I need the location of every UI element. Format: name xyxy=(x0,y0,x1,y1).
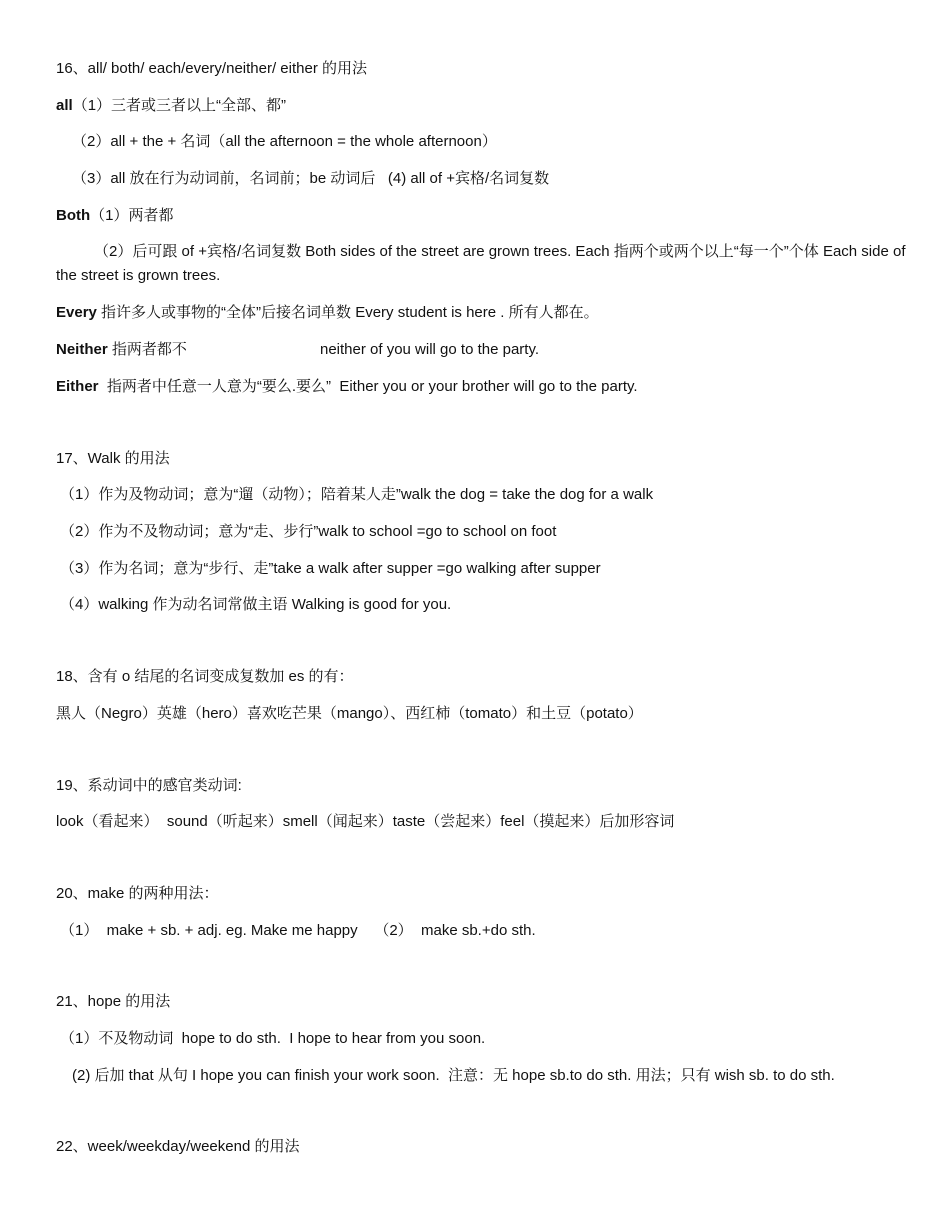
section-16-title: 16、all/ both/ each/every/neither/ either 的用法 xyxy=(56,60,367,77)
walk-item-4: （4）walking 作为动名词常做主语 Walking is good for you. xyxy=(60,596,452,613)
either-text: 指两者中任意一人意为“要么.要么” Either you or your brother will go to the party. xyxy=(98,378,638,395)
walk-item-3: （3）作为名词；意为“步行、走”take a walk after supper =go walking after supper xyxy=(60,560,601,577)
every-text: 指许多人或事物的“全体”后接名词单数 Every student is here . 所有人都在。 xyxy=(96,304,599,321)
section-18-text: 黑人（Negro）英雄（hero）喜欢吃芒果（mango）、西红柿（tomato）和土豆（potato） xyxy=(56,705,643,722)
both-rule-2: （2）后可跟 of +宾格/名词复数 Both sides of the street are grown trees. Each 指两个或两个以上“每一个”个体 Each side of the street is grown trees. xyxy=(56,243,906,284)
neither-example: neither of you will go to the party. xyxy=(320,341,540,358)
all-rule-1 xyxy=(56,94,910,118)
all-rule-2: （2）all + the + 名词（all the afternoon = the whole afternoon） xyxy=(72,133,497,150)
neither-text: 指两者都不 xyxy=(107,341,187,358)
neither-label: Neither xyxy=(56,341,108,358)
section-21-title: 21、hope 的用法 xyxy=(56,993,171,1010)
section-22-title: 22、week/weekday/weekend 的用法 xyxy=(56,1138,300,1155)
section-19-text: look（看起来） sound（听起来）smell（闻起来）taste（尝起来）feel（摸起来）后加形容词 xyxy=(56,813,675,830)
every-label: Every xyxy=(56,304,97,321)
both-label: Both xyxy=(56,207,91,224)
section-19-title: 19、系动词中的感官类动词: xyxy=(56,777,242,794)
section-17-title: 17、Walk 的用法 xyxy=(56,450,170,467)
walk-item-1: （1）作为及物动词；意为“遛（动物）；陪着某人走”walk the dog = take the dog for a walk xyxy=(60,486,654,503)
all-label: all xyxy=(56,97,73,114)
hope-item-1: （1）不及物动词 hope to do sth. I hope to hear from you soon. xyxy=(60,1030,486,1047)
neither-rule xyxy=(56,338,910,362)
section-18-title: 18、含有 o 结尾的名词变成复数加 es 的有： xyxy=(56,668,354,685)
walk-item-2: （2）作为不及物动词；意为“走、步行”walk to school =go to school on foot xyxy=(60,523,557,540)
all-rule-3: （3）all 放在行为动词前，名词前；be 动词后 (4) all of +宾格/名词复数 xyxy=(72,170,550,187)
all-rule-1-text: （1）三者或三者以上“全部、都” xyxy=(72,97,287,114)
either-rule xyxy=(56,375,910,399)
section-20-title: 20、make 的两种用法： xyxy=(56,885,219,902)
hope-item-2: (2) 后加 that 从句 I hope you can finish your work soon. 注意：无 hope sb.to do sth. 用法；只有 wish sb. to do sth. xyxy=(72,1067,835,1084)
either-label: Either xyxy=(56,378,99,395)
section-20-text: （1） make + sb. + adj. eg. Make me happy （2） make sb.+do sth. xyxy=(60,922,536,939)
both-rule-1-text: （1）两者都 xyxy=(90,207,174,224)
every-rule xyxy=(56,301,910,325)
both-rule-1 xyxy=(56,204,910,228)
